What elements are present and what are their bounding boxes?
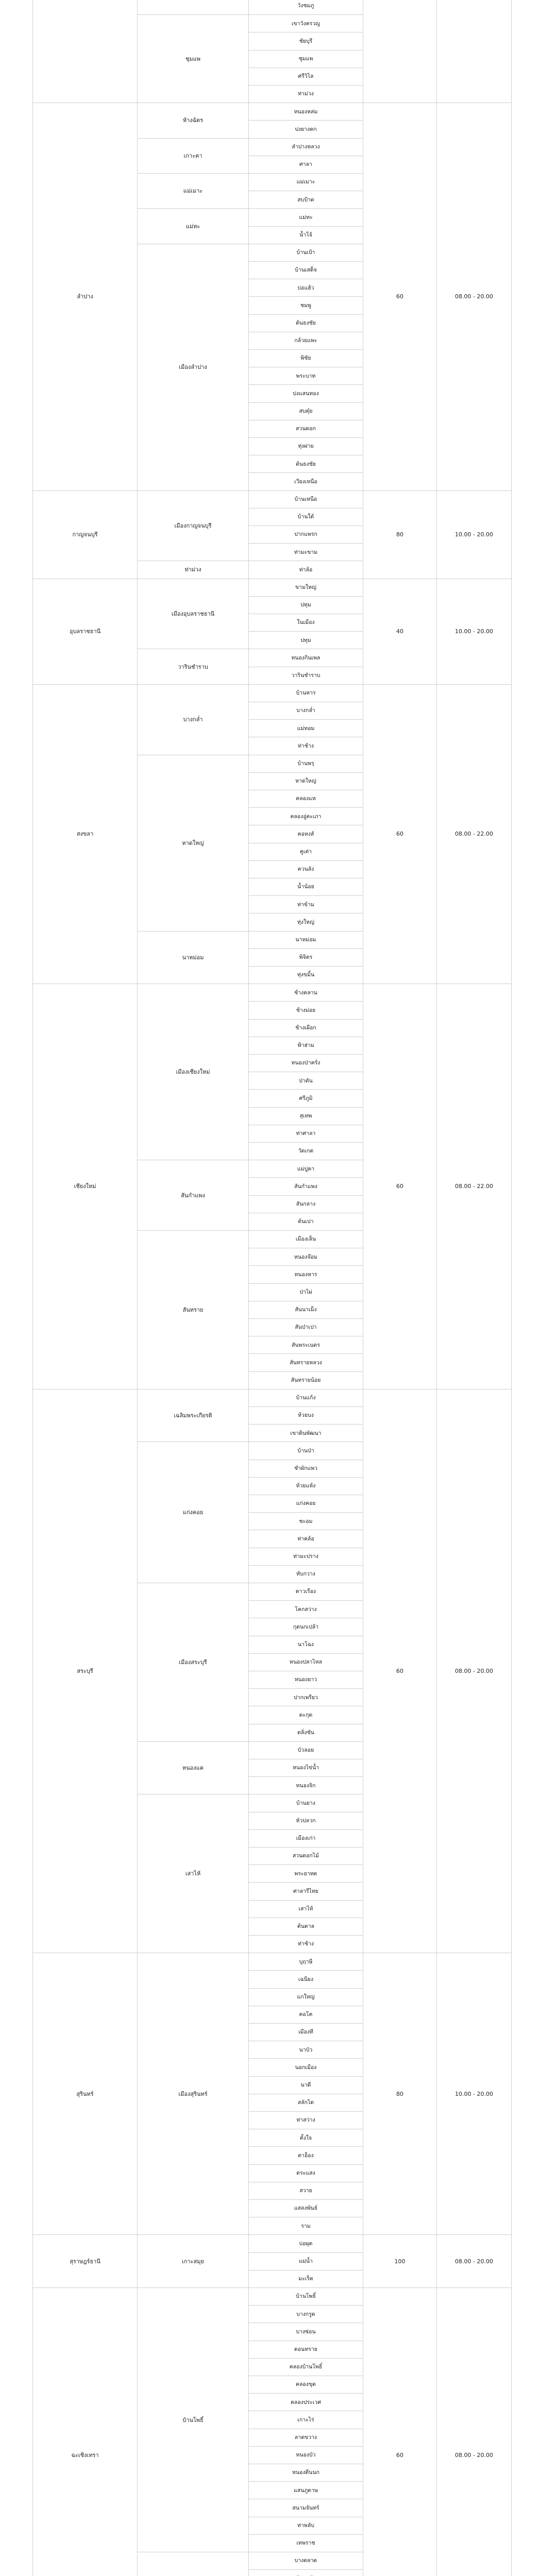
district-cell: แก่งคอย [137, 1442, 249, 1583]
subdistrict-cell: ท่าช้าง [248, 1935, 363, 1953]
district-cell: เฉลิมพระเกียรติ [137, 1389, 249, 1443]
subdistrict-cell: ดาวเรือง [248, 1583, 363, 1601]
subdistrict-cell: บ้านแก้ง [248, 1389, 363, 1407]
subdistrict-cell: หนองจ๊อม [248, 1248, 363, 1266]
subdistrict-cell: ท่าช้าง [248, 737, 363, 755]
subdistrict-cell: แสลงพันธ์ [248, 2199, 363, 2217]
subdistrict-cell: น้ำน้อย [248, 878, 363, 896]
subdistrict-cell: แม่น้ำ [248, 2252, 363, 2270]
subdistrict-cell: ท่าสว่าง [248, 2111, 363, 2129]
subdistrict-cell: โคกสว่าง [248, 1600, 363, 1618]
subdistrict-cell: ขามใหญ่ [248, 579, 363, 597]
district-cell: เกาะคา [137, 138, 249, 174]
subdistrict-cell: บางซ่อน [248, 2323, 363, 2341]
subdistrict-cell: สันพระเนตร [248, 1336, 363, 1354]
subdistrict-cell: เขาวังครวญ [248, 14, 363, 32]
subdistrict-cell [248, 2569, 363, 2576]
province-cell: กาญจนบุรี [32, 490, 138, 579]
service-hours-cell [436, 0, 512, 103]
subdistrict-cell: บางกล่ำ [248, 702, 363, 720]
subdistrict-cell: เมืองที [248, 2023, 363, 2041]
subdistrict-cell: หนองไข่น้ำ [248, 1759, 363, 1777]
service-hours-cell: 10.00 - 20.00 [436, 490, 512, 579]
subdistrict-cell: หนองกินเพล [248, 649, 363, 667]
district-cell: หนองแค [137, 1741, 249, 1795]
subdistrict-cell: ศาลา [248, 156, 363, 174]
subdistrict-cell: เฉนียง [248, 1970, 363, 1988]
subdistrict-cell: บุฤาษี [248, 1953, 363, 1971]
subdistrict-cell: คอหงส์ [248, 825, 363, 843]
subdistrict-cell: หนองยาว [248, 1671, 363, 1689]
subdistrict-cell: ช้างคลาน [248, 984, 363, 1002]
subdistrict-cell: หัวปลวก [248, 1812, 363, 1830]
subdistrict-cell: กุดนกเปล้า [248, 1618, 363, 1636]
vehicle-limit-cell: 60 [363, 103, 437, 490]
district-cell: ห้างฉัตร [137, 103, 249, 138]
province-cell: สุรินทร์ [32, 1953, 138, 2235]
subdistrict-cell: ป่าไผ่ [248, 1283, 363, 1301]
subdistrict-cell: ช้างม่อย [248, 1001, 363, 1019]
province-cell [32, 0, 138, 103]
subdistrict-cell: วารินชำราบ [248, 667, 363, 685]
subdistrict-cell: ท่าคล้อ [248, 1530, 363, 1548]
subdistrict-cell: ศรีวิไล [248, 67, 363, 86]
service-hours-cell: 08.00 - 20.00 [436, 103, 512, 490]
subdistrict-cell: บ้านเหนือ [248, 490, 363, 509]
subdistrict-cell: แม่ทอม [248, 719, 363, 737]
subdistrict-cell: สบป้าด [248, 191, 363, 209]
subdistrict-cell: ทับกวาง [248, 1565, 363, 1583]
subdistrict-cell: ท่าม่วง [248, 85, 363, 103]
vehicle-limit-cell: 60 [363, 684, 437, 984]
subdistrict-cell: ท่ามะขาม [248, 543, 363, 561]
subdistrict-cell: ชมพู [248, 296, 363, 314]
subdistrict-cell: พระบาท [248, 367, 363, 385]
subdistrict-cell: เขาดินพัฒนา [248, 1424, 363, 1442]
district-cell: เกาะสมุย [137, 2234, 249, 2288]
vehicle-limit-cell: 40 [363, 579, 437, 685]
subdistrict-cell: ปงยางคก [248, 120, 363, 138]
vehicle-limit-cell: 60 [363, 2287, 437, 2576]
subdistrict-cell: สวนดอกไม้ [248, 1847, 363, 1865]
subdistrict-cell: แม่ปูคา [248, 1160, 363, 1178]
service-hours-cell: 08.00 - 20.00 [436, 1389, 512, 1953]
subdistrict-cell: ลาดขวาง [248, 2429, 363, 2447]
subdistrict-cell: สลักได [248, 2094, 363, 2112]
district-cell [137, 0, 249, 15]
subdistrict-cell: นาดี [248, 2076, 363, 2094]
subdistrict-cell: คลองขุด [248, 2376, 363, 2394]
subdistrict-cell: กล้วยแพะ [248, 332, 363, 350]
subdistrict-cell: ป่าตัน [248, 1072, 363, 1090]
subdistrict-cell: คอโค [248, 2006, 363, 2024]
subdistrict-cell: แก่งคอย [248, 1495, 363, 1513]
subdistrict-cell: ราม [248, 2217, 363, 2235]
subdistrict-cell: สันทรายน้อย [248, 1371, 363, 1389]
province-cell: สุราษฎร์ธานี [32, 2234, 138, 2288]
district-cell: เมืองลำปาง [137, 244, 249, 491]
subdistrict-cell: ในเมือง [248, 614, 363, 632]
subdistrict-cell: สวนดอก [248, 420, 363, 438]
vehicle-limit-cell [363, 0, 437, 103]
district-cell: เมืองเชียงใหม่ [137, 984, 249, 1160]
subdistrict-cell: สันป่าเปา [248, 1318, 363, 1336]
subdistrict-cell: คูเต่า [248, 843, 363, 861]
subdistrict-cell: หาดใหญ่ [248, 772, 363, 790]
vehicle-limit-cell: 100 [363, 2234, 437, 2288]
subdistrict-cell: ศาลารีไทย [248, 1882, 363, 1900]
district-cell [137, 2552, 249, 2576]
province-cell: อุบลราชธานี [32, 579, 138, 685]
subdistrict-cell: บ่อแฮ้ว [248, 279, 363, 297]
subdistrict-cell: บ้านโพธิ์ [248, 2287, 363, 2306]
district-cell: เมืองสระบุรี [137, 1583, 249, 1742]
subdistrict-cell: ต้นธงชัย [248, 455, 363, 473]
subdistrict-cell: นาบัว [248, 2041, 363, 2059]
subdistrict-cell: คลองแห [248, 790, 363, 808]
district-cell: สันกำแพง [137, 1160, 249, 1231]
service-hours-cell: 08.00 - 22.00 [436, 684, 512, 984]
subdistrict-cell: คลองอู่ตะเภา [248, 807, 363, 825]
subdistrict-cell: นาหม่อม [248, 931, 363, 949]
subdistrict-cell: แม่เมาะ [248, 173, 363, 191]
district-cell: แม่ทะ [137, 208, 249, 244]
subdistrict-cell: เมืองเก่า [248, 1829, 363, 1848]
subdistrict-cell: ท่ามะปราง [248, 1548, 363, 1566]
subdistrict-cell: เทพราช [248, 2534, 363, 2552]
subdistrict-cell: ปากแพรก [248, 526, 363, 544]
subdistrict-cell: คลองบ้านโพธิ์ [248, 2358, 363, 2376]
subdistrict-cell: ควนลัง [248, 860, 363, 878]
service-hours-cell: 10.00 - 20.00 [436, 579, 512, 685]
service-hours-cell: 08.00 - 20.00 [436, 2234, 512, 2288]
subdistrict-cell: เวียงเหนือ [248, 472, 363, 490]
district-cell: บางกล่ำ [137, 684, 249, 755]
subdistrict-cell: บ้านเสด็จ [248, 261, 363, 279]
subdistrict-cell: สันกลาง [248, 1195, 363, 1213]
subdistrict-cell: เสาไห้ [248, 1900, 363, 1918]
subdistrict-cell: บ้านใต้ [248, 508, 363, 526]
subdistrict-cell: แม่ทะ [248, 208, 363, 226]
subdistrict-cell: ตระแสง [248, 2164, 363, 2182]
subdistrict-cell: ช้างเผือก [248, 1019, 363, 1037]
subdistrict-cell: ศรีภูมิ [248, 1089, 363, 1107]
district-cell: วารินชำราบ [137, 649, 249, 684]
service-hours-cell: 08.00 - 20.00 [436, 2287, 512, 2576]
province-cell: สระบุรี [32, 1389, 138, 1953]
subdistrict-cell: ดอนทราย [248, 2341, 363, 2359]
subdistrict-cell: เกาะไร่ [248, 2411, 363, 2429]
subdistrict-cell: สันกำแพง [248, 1177, 363, 1195]
subdistrict-cell: ปทุม [248, 596, 363, 614]
subdistrict-cell: พิจิตร [248, 948, 363, 967]
subdistrict-cell: ชำผักแพว [248, 1460, 363, 1478]
vehicle-limit-cell: 80 [363, 1953, 437, 2235]
subdistrict-cell: ท่าล้อ [248, 561, 363, 579]
subdistrict-cell: หนองบัว [248, 2446, 363, 2464]
subdistrict-cell: บ้านเป้า [248, 244, 363, 262]
subdistrict-cell: สนามจันทร์ [248, 2499, 363, 2517]
subdistrict-cell: ห้วยบง [248, 1406, 363, 1425]
subdistrict-cell: สุเทพ [248, 1107, 363, 1125]
subdistrict-cell: มะเร็ต [248, 2270, 363, 2288]
subdistrict-cell: ชะอม [248, 1512, 363, 1530]
subdistrict-cell: บ้านป่า [248, 1442, 363, 1460]
subdistrict-cell: ปงแสนทอง [248, 384, 363, 402]
subdistrict-cell: หนองหล่ม [248, 103, 363, 121]
district-cell: สันทราย [137, 1230, 249, 1389]
subdistrict-cell: นาโฉง [248, 1636, 363, 1654]
subdistrict-cell: หนองหาร [248, 1265, 363, 1283]
subdistrict-cell: สวาย [248, 2182, 363, 2200]
subdistrict-cell: บ้านยาง [248, 1794, 363, 1812]
subdistrict-cell: แกใหญ่ [248, 1988, 363, 2006]
subdistrict-cell: ทุ่งใหญ่ [248, 913, 363, 931]
subdistrict-cell: สันนาเม็ง [248, 1301, 363, 1319]
subdistrict-cell: บ่อผุด [248, 2234, 363, 2252]
subdistrict-cell: บ้านพรุ [248, 755, 363, 773]
district-cell: ท่าม่วง [137, 561, 249, 579]
subdistrict-cell: หนองป่าครั่ง [248, 1054, 363, 1072]
subdistrict-cell: สันทรายหลวง [248, 1353, 363, 1371]
service-hours-cell: 08.00 - 22.00 [436, 984, 512, 1389]
subdistrict-cell: ท่าศาลา [248, 1125, 363, 1143]
subdistrict-cell: วังชมภู [248, 0, 363, 15]
subdistrict-cell: บัวลอย [248, 1741, 363, 1759]
subdistrict-cell: ต้นตาล [248, 1918, 363, 1936]
subdistrict-cell: น้ำโจ้ [248, 226, 363, 244]
district-cell: แม่เมาะ [137, 173, 249, 209]
province-cell: สงขลา [32, 684, 138, 984]
district-cell: เมืองกาญจนบุรี [137, 490, 249, 562]
district-cell: ชุมแพ [137, 14, 249, 103]
district-cell: หาดใหญ่ [137, 755, 249, 931]
subdistrict-cell: ตั้งใจ [248, 2129, 363, 2147]
district-cell: เมืองอุบลราชธานี [137, 579, 249, 650]
subdistrict-cell: บ้านหาร [248, 684, 363, 702]
subdistrict-cell: ปากเพรียว [248, 1688, 363, 1706]
district-cell: บ้านโพธิ์ [137, 2287, 249, 2552]
subdistrict-cell: ฟ้าฮ่าม [248, 1037, 363, 1055]
subdistrict-cell: บางกรูด [248, 2305, 363, 2323]
vehicle-limit-cell: 60 [363, 1389, 437, 1953]
subdistrict-cell: หนองจิก [248, 1776, 363, 1794]
subdistrict-cell: บางตลาด [248, 2552, 363, 2570]
subdistrict-cell: หนองตีนนก [248, 2464, 363, 2482]
subdistrict-cell: ตาอ็อง [248, 2146, 363, 2164]
service-hours-cell: 10.00 - 20.00 [436, 1953, 512, 2235]
vehicle-limit-cell: 60 [363, 984, 437, 1389]
subdistrict-cell: ต้นเปา [248, 1213, 363, 1231]
vehicle-limit-cell: 80 [363, 490, 437, 579]
subdistrict-cell: หนองปลาไหล [248, 1653, 363, 1671]
subdistrict-cell: ชุมแพ [248, 50, 363, 68]
subdistrict-cell: ห้วยแห้ง [248, 1477, 363, 1495]
subdistrict-cell: นอกเมือง [248, 2058, 363, 2076]
subdistrict-cell: วัดเกต [248, 1142, 363, 1160]
subdistrict-cell: ชัยบุรี [248, 32, 363, 50]
district-cell: นาหม่อม [137, 931, 249, 985]
district-cell: เมืองสุรินทร์ [137, 1953, 249, 2235]
subdistrict-cell: สบตุ๋ย [248, 402, 363, 420]
subdistrict-cell: คลองประเวศ [248, 2393, 363, 2411]
subdistrict-cell: ตะกุด [248, 1706, 363, 1724]
province-cell: เชียงใหม่ [32, 984, 138, 1389]
subdistrict-cell: ต้นธงชัย [248, 314, 363, 332]
subdistrict-cell: ตลิ่งชัน [248, 1724, 363, 1742]
subdistrict-cell: ลำปางหลวง [248, 138, 363, 156]
subdistrict-cell: ปทุม [248, 631, 363, 649]
subdistrict-cell: เมืองเล็น [248, 1230, 363, 1248]
subdistrict-cell: พิชัย [248, 349, 363, 367]
subdistrict-cell: แสนภูดาษ [248, 2481, 363, 2499]
subdistrict-cell: ท่าข้าม [248, 895, 363, 913]
province-cell: ลำปาง [32, 103, 138, 490]
subdistrict-cell: ท่าพลับ [248, 2517, 363, 2535]
province-cell: ฉะเชิงเทรา [32, 2287, 138, 2576]
subdistrict-cell: ทุ่งฝาย [248, 437, 363, 455]
district-cell: เสาไห้ [137, 1794, 249, 1953]
subdistrict-cell: ทุ่งขมิ้น [248, 966, 363, 984]
subdistrict-cell: พระยาทด [248, 1865, 363, 1883]
